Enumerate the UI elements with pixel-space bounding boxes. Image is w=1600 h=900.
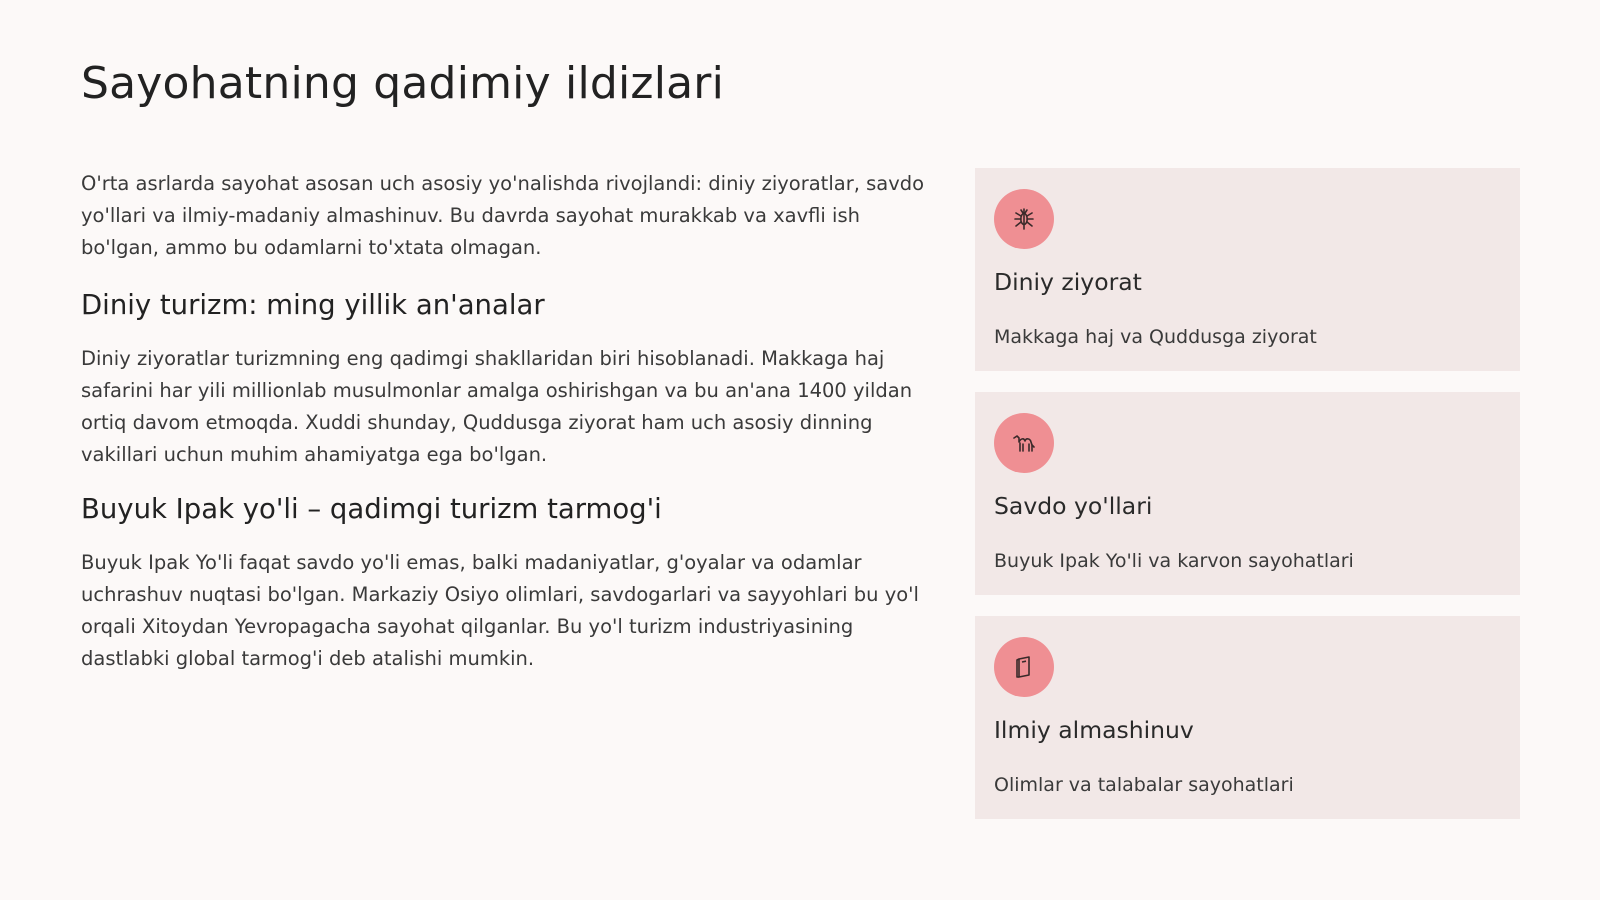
camel-icon bbox=[994, 413, 1054, 473]
section-heading-silk-road: Buyuk Ipak yo'li – qadimgi turizm tarmog'i bbox=[81, 493, 662, 525]
card-description: Buyuk Ipak Yo'li va karvon sayohatlari bbox=[994, 550, 1354, 572]
page-title: Sayohatning qadimiy ildizlari bbox=[81, 58, 725, 109]
card-scholarly-exchange bbox=[975, 616, 1520, 819]
info-cards bbox=[975, 168, 1520, 840]
card-description: Makkaga haj va Quddusga ziyorat bbox=[994, 326, 1317, 348]
card-description: Olimlar va talabalar sayohatlari bbox=[994, 774, 1294, 796]
card-trade-routes bbox=[975, 392, 1520, 595]
main-content bbox=[81, 168, 926, 675]
mosque-icon bbox=[994, 189, 1054, 249]
card-religious-pilgrimage bbox=[975, 168, 1520, 371]
card-title: Savdo yo'llari bbox=[994, 492, 1153, 520]
section-body-religious: Diniy ziyoratlar turizmning eng qadimgi shakllaridan biri hisoblanadi. Makkaga haj safarini har yili millionlab musulmonlar amalga oshirishgan va bu an'ana 1400 yildan ortiq davom etmoqda. Xuddi shunday, Quddusga ziyorat ham uch asosiy dinning vakillari uchun muhim ahamiyatga ega bo'lgan. bbox=[81, 347, 913, 466]
section-body-silk-road: Buyuk Ipak Yo'li faqat savdo yo'li emas, balki madaniyatlar, g'oyalar va odamlar uchrashuv nuqtasi bo'lgan. Markaziy Osiyo olimlari, savdogarlari va sayyohlari bu yo'l orqali Xitoydan Yevropagacha sayohat qilganlar. Bu yo'l turizm industriyasining dastlabki global tarmog'i deb atalishi mumkin. bbox=[81, 551, 919, 670]
book-icon bbox=[994, 637, 1054, 697]
intro-paragraph: O'rta asrlarda sayohat asosan uch asosiy yo'nalishda rivojlandi: diniy ziyoratlar, savdo yo'llari va ilmiy-madaniy almashinuv. Bu davrda sayohat murakkab va xavfli ish bo'lgan, ammo bu odamlarni to'xtata olmagan. bbox=[81, 172, 925, 259]
section-heading-religious: Diniy turizm: ming yillik an'analar bbox=[81, 289, 545, 321]
card-title: Diniy ziyorat bbox=[994, 268, 1142, 296]
card-title: Ilmiy almashinuv bbox=[994, 716, 1194, 744]
